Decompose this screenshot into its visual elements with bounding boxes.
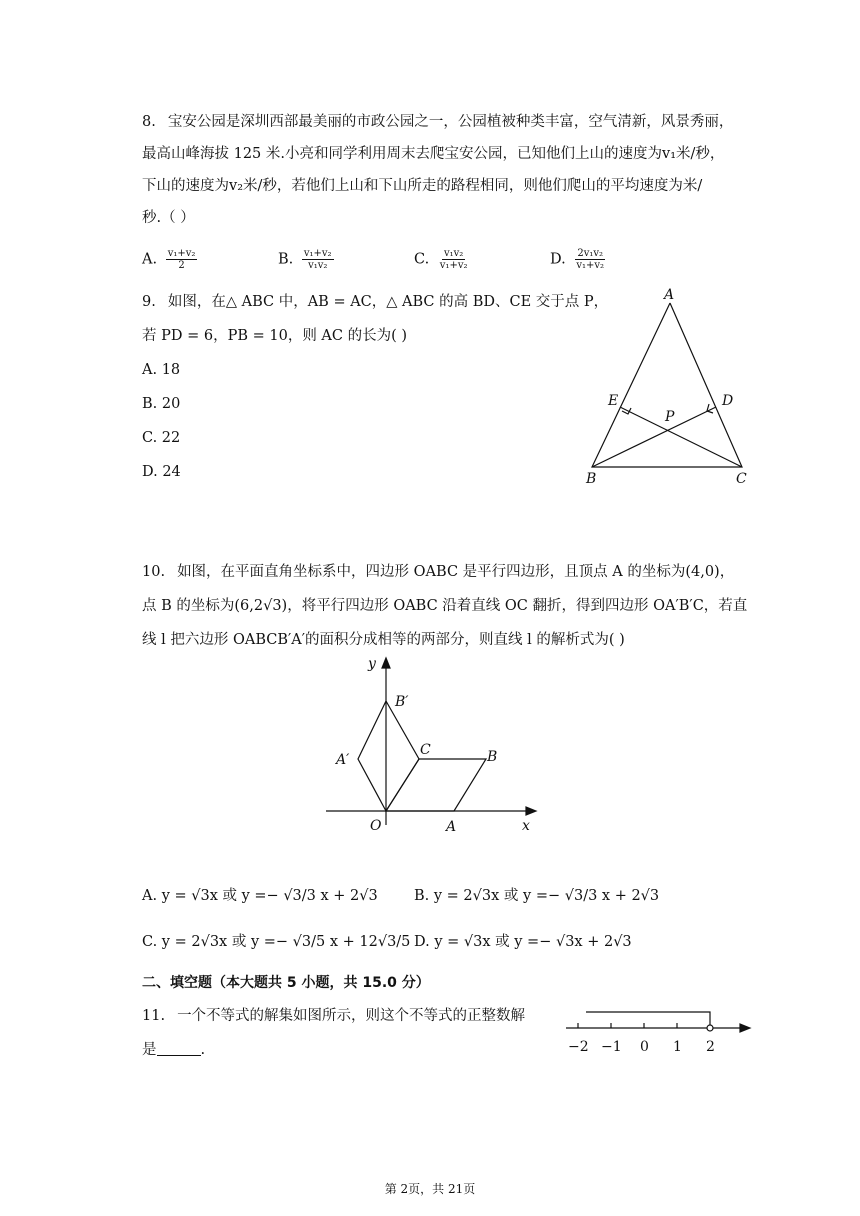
q10-option-b[interactable]: B. y = 2√3x 或 y =− √3/3 x + 2√3	[414, 888, 660, 904]
q9-option-b[interactable]: B. 20	[142, 396, 181, 412]
q11-line-2	[142, 1040, 205, 1060]
parallelogram-oa-b-c	[358, 701, 419, 811]
label-b: B	[586, 471, 597, 487]
q9-option-c[interactable]: C. 22	[142, 430, 181, 446]
altitude-ce	[620, 407, 742, 467]
label-x: x	[522, 818, 530, 834]
fraction-denominator: v₁+v₂	[576, 260, 605, 271]
q10-text-1: 如图，在平面直角坐标系中，四边形 OABC 是平行四边形，且顶点 A 的坐标为(4,0)，	[177, 564, 735, 580]
tick-label: 2	[706, 1039, 715, 1055]
tick-label: 1	[673, 1039, 682, 1055]
option-fraction	[574, 248, 606, 271]
altitude-bd	[592, 407, 716, 467]
q9-triangle-figure	[570, 285, 770, 490]
section-title: 二、填空题（本大题共 5 小题，共 15.0 分）	[142, 975, 430, 991]
q11-line-1	[142, 1006, 525, 1026]
label-c: C	[420, 742, 431, 758]
q8-line-1	[142, 112, 733, 132]
option-fraction	[302, 248, 334, 271]
fraction-denominator: 2	[178, 260, 185, 271]
label-c: C	[736, 471, 747, 487]
answer-blank[interactable]	[157, 1041, 201, 1056]
label-d: D	[722, 393, 734, 409]
parallelogram-oabc	[386, 759, 486, 811]
q11-number-line	[560, 1000, 760, 1062]
triangle-abc	[592, 303, 742, 467]
option-label: D.	[550, 251, 566, 268]
label-o: O	[370, 818, 382, 834]
option-label: B.	[278, 251, 294, 268]
label-e: E	[608, 393, 619, 409]
q10-line-2: 点 B 的坐标为(6,2√3)，将平行四边形 OABC 沿着直线 OC 翻折，得到四边形 OA′B′C，若直	[142, 598, 748, 614]
x-axis-arrow	[526, 807, 536, 815]
fraction-denominator: v₁v₂	[308, 260, 328, 271]
q10-number: 10.	[142, 564, 166, 580]
q9-line-2: 若 PD = 6，PB = 10，则 AC 的长为( )	[142, 328, 408, 344]
q9-option-a[interactable]: A. 18	[142, 362, 181, 378]
option-fraction	[438, 248, 470, 271]
option-fraction	[166, 248, 198, 271]
fraction-numerator: v₁v₂	[443, 248, 464, 259]
q8-option-b[interactable]	[278, 248, 334, 271]
label-y: y	[368, 656, 376, 672]
q11-number: 11.	[142, 1008, 166, 1024]
label-b-prime: B′	[395, 694, 409, 710]
q10-line-1	[142, 562, 734, 582]
q8-option-a[interactable]	[142, 248, 197, 271]
q8-number: 8.	[142, 114, 156, 130]
option-label: A.	[142, 251, 158, 268]
q10-line-3: 线 l 把六边形 OABCB′A′的面积分成相等的两部分，则直线 l 的解析式为( )	[142, 632, 625, 648]
tick-label: −2	[568, 1039, 589, 1055]
y-axis-arrow	[382, 658, 390, 668]
tick-label: −1	[601, 1039, 622, 1055]
label-a: A	[664, 287, 675, 303]
q9-text-1: 如图，在△ ABC 中，AB = AC，△ ABC 的高 BD、CE 交于点 P，	[167, 294, 609, 310]
tick-label: 0	[640, 1039, 649, 1055]
q9-option-d[interactable]: D. 24	[142, 464, 181, 480]
fraction-numerator: 2v₁v₂	[577, 248, 604, 259]
q10-option-c[interactable]: C. y = 2√3x 或 y =− √3/5 x + 12√3/5	[142, 934, 411, 950]
q8-option-d[interactable]	[550, 248, 606, 271]
fraction-numerator: v₁+v₂	[167, 248, 196, 259]
fraction-denominator: v₁+v₂	[439, 260, 468, 271]
option-label: C.	[414, 251, 430, 268]
solution-set-bracket	[586, 1012, 710, 1025]
fraction-numerator: v₁+v₂	[303, 248, 332, 259]
label-p: P	[665, 409, 675, 425]
number-line-arrow	[740, 1024, 750, 1032]
q11-suffix: .	[200, 1042, 206, 1058]
open-endpoint	[707, 1025, 713, 1031]
q9-number: 9.	[142, 294, 156, 310]
q11-prefix: 是	[142, 1042, 157, 1058]
q8-line-2: 最高山峰海拔 125 米.小亮和同学利用周末去爬宝安公园，已知他们上山的速度为v₁米/秒，	[142, 146, 725, 162]
q10-option-a[interactable]: A. y = √3x 或 y =− √3/3 x + 2√3	[142, 888, 378, 904]
q8-line-3: 下山的速度为v₂米/秒，若他们上山和下山所走的路程相同，则他们爬山的平均速度为米/	[142, 178, 703, 194]
label-a: A	[446, 819, 457, 835]
label-a-prime: A′	[336, 752, 350, 768]
page-footer: 第 2页，共 21页	[384, 1182, 476, 1196]
q8-option-c[interactable]	[414, 248, 470, 271]
q11-text-1: 一个不等式的解集如图所示，则这个不等式的正整数解	[177, 1008, 526, 1024]
q8-line-4: 秒.（ ）	[142, 210, 195, 226]
q10-coordinate-figure	[320, 650, 550, 840]
q9-line-1	[142, 292, 608, 312]
q10-option-d[interactable]: D. y = √3x 或 y =− √3x + 2√3	[414, 934, 632, 950]
label-b: B	[487, 749, 498, 765]
q8-text-1: 宝安公园是深圳西部最美丽的市政公园之一，公园植被种类丰富，空气清新，风景秀丽，	[167, 114, 734, 130]
